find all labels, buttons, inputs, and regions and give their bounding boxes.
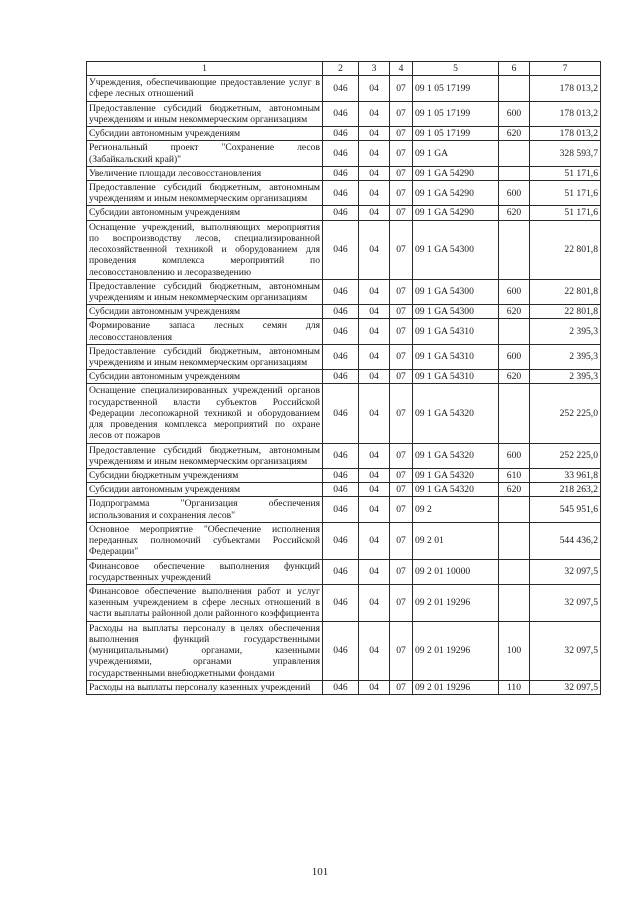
row-section-code: 04 <box>359 483 390 497</box>
table-row <box>87 76 601 101</box>
col-header-7: 7 <box>530 62 601 76</box>
row-ministry-code: 046 <box>323 76 359 101</box>
row-target-article: 09 1 GA 54300 <box>413 305 499 319</box>
row-ministry-code: 046 <box>323 279 359 304</box>
row-ministry-code: 046 <box>323 305 359 319</box>
row-amount: 544 436,2 <box>530 522 601 559</box>
row-target-article: 09 1 GA 54290 <box>413 206 499 220</box>
table-row <box>87 166 601 180</box>
table-row <box>87 319 601 344</box>
table-row <box>87 443 601 468</box>
table-row <box>87 621 601 680</box>
row-target-article: 09 2 01 19296 <box>413 680 499 694</box>
row-amount: 32 097,5 <box>530 680 601 694</box>
row-ministry-code: 046 <box>323 370 359 384</box>
row-subsection-code: 07 <box>390 621 413 680</box>
row-expense-type: 620 <box>499 206 530 220</box>
row-section-code: 04 <box>359 522 390 559</box>
row-subsection-code: 07 <box>390 497 413 522</box>
row-expense-type: 620 <box>499 305 530 319</box>
row-amount: 32 097,5 <box>530 584 601 621</box>
row-subsection-code: 07 <box>390 319 413 344</box>
row-subsection-code: 07 <box>390 469 413 483</box>
row-subsection-code: 07 <box>390 101 413 126</box>
row-target-article: 09 2 01 19296 <box>413 621 499 680</box>
table-row <box>87 522 601 559</box>
row-name: Субсидии автономным учреждениям <box>87 305 323 319</box>
row-expense-type: 600 <box>499 180 530 205</box>
row-amount: 178 013,2 <box>530 76 601 101</box>
row-ministry-code: 046 <box>323 319 359 344</box>
row-amount: 545 951,6 <box>530 497 601 522</box>
row-ministry-code: 046 <box>323 559 359 584</box>
col-header-2: 2 <box>323 62 359 76</box>
row-amount: 32 097,5 <box>530 559 601 584</box>
table-row <box>87 344 601 369</box>
row-ministry-code: 046 <box>323 384 359 443</box>
row-section-code: 04 <box>359 680 390 694</box>
row-name: Оснащение специализированных учреждений органов государственной власти субъектов Российской Федерации лесопожарной техникой и оборудованием для проведения комплекса мероприятий по охране лесов от пожаров <box>87 384 323 443</box>
row-subsection-code: 07 <box>390 559 413 584</box>
table-row <box>87 497 601 522</box>
row-amount: 51 171,6 <box>530 166 601 180</box>
row-target-article: 09 1 GA 54320 <box>413 483 499 497</box>
row-ministry-code: 046 <box>323 584 359 621</box>
row-target-article: 09 1 GA 54320 <box>413 443 499 468</box>
row-target-article: 09 1 GA 54310 <box>413 370 499 384</box>
row-target-article: 09 2 01 <box>413 522 499 559</box>
row-name: Подпрограмма "Организация обеспечения использования и сохранения лесов" <box>87 497 323 522</box>
row-subsection-code: 07 <box>390 166 413 180</box>
row-name: Предоставление субсидий бюджетным, автономным учреждениям и иным некоммерческим организациям <box>87 101 323 126</box>
row-section-code: 04 <box>359 584 390 621</box>
row-expense-type <box>499 76 530 101</box>
row-target-article: 09 1 GA 54290 <box>413 166 499 180</box>
table-row <box>87 127 601 141</box>
table-row <box>87 370 601 384</box>
row-expense-type: 620 <box>499 370 530 384</box>
row-section-code: 04 <box>359 101 390 126</box>
row-amount: 51 171,6 <box>530 206 601 220</box>
row-subsection-code: 07 <box>390 384 413 443</box>
row-subsection-code: 07 <box>390 344 413 369</box>
row-amount: 51 171,6 <box>530 180 601 205</box>
row-section-code: 04 <box>359 370 390 384</box>
row-section-code: 04 <box>359 180 390 205</box>
row-amount: 328 593,7 <box>530 141 601 166</box>
row-target-article: 09 1 GA 54310 <box>413 319 499 344</box>
row-target-article: 09 1 05 17199 <box>413 76 499 101</box>
row-expense-type: 600 <box>499 443 530 468</box>
row-subsection-code: 07 <box>390 680 413 694</box>
row-subsection-code: 07 <box>390 584 413 621</box>
row-expense-type: 100 <box>499 621 530 680</box>
row-amount: 178 013,2 <box>530 127 601 141</box>
row-name: Финансовое обеспечение выполнения работ и услуг казенным учреждением в сфере лесных отношений в части выплаты районной доли районного коэффициента <box>87 584 323 621</box>
row-target-article: 09 1 05 17199 <box>413 127 499 141</box>
row-amount: 178 013,2 <box>530 101 601 126</box>
col-header-5: 5 <box>413 62 499 76</box>
row-expense-type <box>499 319 530 344</box>
row-name: Предоставление субсидий бюджетным, автономным учреждениям и иным некоммерческим организациям <box>87 344 323 369</box>
row-name: Расходы на выплаты персоналу казенных учреждений <box>87 680 323 694</box>
row-section-code: 04 <box>359 497 390 522</box>
row-ministry-code: 046 <box>323 101 359 126</box>
row-ministry-code: 046 <box>323 127 359 141</box>
row-section-code: 04 <box>359 384 390 443</box>
table-row <box>87 220 601 279</box>
table-row <box>87 384 601 443</box>
row-ministry-code: 046 <box>323 141 359 166</box>
table-row <box>87 206 601 220</box>
row-expense-type: 110 <box>499 680 530 694</box>
row-name: Субсидии автономным учреждениям <box>87 206 323 220</box>
row-section-code: 04 <box>359 621 390 680</box>
row-expense-type: 600 <box>499 101 530 126</box>
row-target-article: 09 1 GA 54300 <box>413 279 499 304</box>
row-amount: 22 801,8 <box>530 279 601 304</box>
row-expense-type <box>499 559 530 584</box>
row-name: Оснащение учреждений, выполняющих мероприятия по воспроизводству лесов, специализированной лесохозяйственной техникой и оборудованием для проведения комплекса мероприятий по лесовосстановлению и лесоразведению <box>87 220 323 279</box>
row-amount: 2 395,3 <box>530 370 601 384</box>
row-expense-type: 620 <box>499 127 530 141</box>
row-target-article: 09 1 GA 54290 <box>413 180 499 205</box>
table-row <box>87 559 601 584</box>
row-expense-type <box>499 166 530 180</box>
budget-table <box>86 61 601 695</box>
col-header-4: 4 <box>390 62 413 76</box>
row-target-article: 09 1 GA 54320 <box>413 469 499 483</box>
row-section-code: 04 <box>359 166 390 180</box>
row-name: Основное мероприятие "Обеспечение исполнения переданных полномочий субъектами Российской Федерации" <box>87 522 323 559</box>
row-ministry-code: 046 <box>323 680 359 694</box>
row-amount: 252 225,0 <box>530 384 601 443</box>
row-target-article: 09 2 <box>413 497 499 522</box>
row-expense-type <box>499 220 530 279</box>
row-subsection-code: 07 <box>390 522 413 559</box>
row-name: Формирование запаса лесных семян для лесовосстановления <box>87 319 323 344</box>
row-subsection-code: 07 <box>390 220 413 279</box>
row-name: Субсидии автономным учреждениям <box>87 370 323 384</box>
row-expense-type: 600 <box>499 279 530 304</box>
row-name: Субсидии автономным учреждениям <box>87 127 323 141</box>
row-ministry-code: 046 <box>323 469 359 483</box>
row-name: Увеличение площади лесовосстановления <box>87 166 323 180</box>
row-section-code: 04 <box>359 344 390 369</box>
table-row <box>87 141 601 166</box>
row-subsection-code: 07 <box>390 180 413 205</box>
row-section-code: 04 <box>359 220 390 279</box>
row-section-code: 04 <box>359 127 390 141</box>
row-target-article: 09 1 GA <box>413 141 499 166</box>
row-amount: 33 961,8 <box>530 469 601 483</box>
table-row <box>87 469 601 483</box>
table-row <box>87 101 601 126</box>
row-target-article: 09 2 01 10000 <box>413 559 499 584</box>
row-ministry-code: 046 <box>323 220 359 279</box>
row-ministry-code: 046 <box>323 497 359 522</box>
row-subsection-code: 07 <box>390 443 413 468</box>
header-row <box>87 62 601 76</box>
row-expense-type <box>499 384 530 443</box>
row-name: Региональный проект "Сохранение лесов (Забайкальский край)" <box>87 141 323 166</box>
row-amount: 2 395,3 <box>530 319 601 344</box>
col-header-6: 6 <box>499 62 530 76</box>
row-section-code: 04 <box>359 279 390 304</box>
row-amount: 22 801,8 <box>530 220 601 279</box>
row-ministry-code: 046 <box>323 206 359 220</box>
col-header-1: 1 <box>87 62 323 76</box>
table-row <box>87 305 601 319</box>
table-row <box>87 680 601 694</box>
row-expense-type: 620 <box>499 483 530 497</box>
row-name: Финансовое обеспечение выполнения функций государственных учреждений <box>87 559 323 584</box>
row-subsection-code: 07 <box>390 141 413 166</box>
col-header-3: 3 <box>359 62 390 76</box>
row-amount: 218 263,2 <box>530 483 601 497</box>
row-ministry-code: 046 <box>323 522 359 559</box>
row-name: Предоставление субсидий бюджетным, автономным учреждениям и иным некоммерческим организациям <box>87 443 323 468</box>
row-ministry-code: 046 <box>323 344 359 369</box>
row-expense-type <box>499 497 530 522</box>
table-row <box>87 279 601 304</box>
row-section-code: 04 <box>359 76 390 101</box>
table-row <box>87 483 601 497</box>
row-section-code: 04 <box>359 141 390 166</box>
row-ministry-code: 046 <box>323 483 359 497</box>
row-subsection-code: 07 <box>390 370 413 384</box>
row-name: Субсидии автономным учреждениям <box>87 483 323 497</box>
row-section-code: 04 <box>359 443 390 468</box>
row-target-article: 09 1 GA 54310 <box>413 344 499 369</box>
page-number: 101 <box>311 866 329 878</box>
row-name: Учреждения, обеспечивающие предоставление услуг в сфере лесных отношений <box>87 76 323 101</box>
row-section-code: 04 <box>359 469 390 483</box>
row-section-code: 04 <box>359 559 390 584</box>
row-ministry-code: 046 <box>323 180 359 205</box>
table-row <box>87 180 601 205</box>
row-target-article: 09 2 01 19296 <box>413 584 499 621</box>
row-expense-type <box>499 584 530 621</box>
row-subsection-code: 07 <box>390 305 413 319</box>
row-amount: 22 801,8 <box>530 305 601 319</box>
row-subsection-code: 07 <box>390 279 413 304</box>
row-target-article: 09 1 GA 54320 <box>413 384 499 443</box>
row-expense-type: 600 <box>499 344 530 369</box>
row-expense-type: 610 <box>499 469 530 483</box>
row-amount: 252 225,0 <box>530 443 601 468</box>
row-target-article: 09 1 GA 54300 <box>413 220 499 279</box>
row-amount: 2 395,3 <box>530 344 601 369</box>
row-subsection-code: 07 <box>390 76 413 101</box>
row-subsection-code: 07 <box>390 206 413 220</box>
row-name: Предоставление субсидий бюджетным, автономным учреждениям и иным некоммерческим организациям <box>87 279 323 304</box>
row-subsection-code: 07 <box>390 127 413 141</box>
row-section-code: 04 <box>359 319 390 344</box>
row-ministry-code: 046 <box>323 621 359 680</box>
row-section-code: 04 <box>359 206 390 220</box>
row-name: Субсидии бюджетным учреждениям <box>87 469 323 483</box>
row-expense-type <box>499 522 530 559</box>
row-amount: 32 097,5 <box>530 621 601 680</box>
table-row <box>87 584 601 621</box>
row-name: Предоставление субсидий бюджетным, автономным учреждениям и иным некоммерческим организациям <box>87 180 323 205</box>
row-section-code: 04 <box>359 305 390 319</box>
row-ministry-code: 046 <box>323 166 359 180</box>
row-target-article: 09 1 05 17199 <box>413 101 499 126</box>
row-expense-type <box>499 141 530 166</box>
row-subsection-code: 07 <box>390 483 413 497</box>
row-ministry-code: 046 <box>323 443 359 468</box>
row-name: Расходы на выплаты персоналу в целях обеспечения выполнения функций государственными (муниципальными) органами, казенными учреждениями, органами управления государственными внебюджетными фондами <box>87 621 323 680</box>
